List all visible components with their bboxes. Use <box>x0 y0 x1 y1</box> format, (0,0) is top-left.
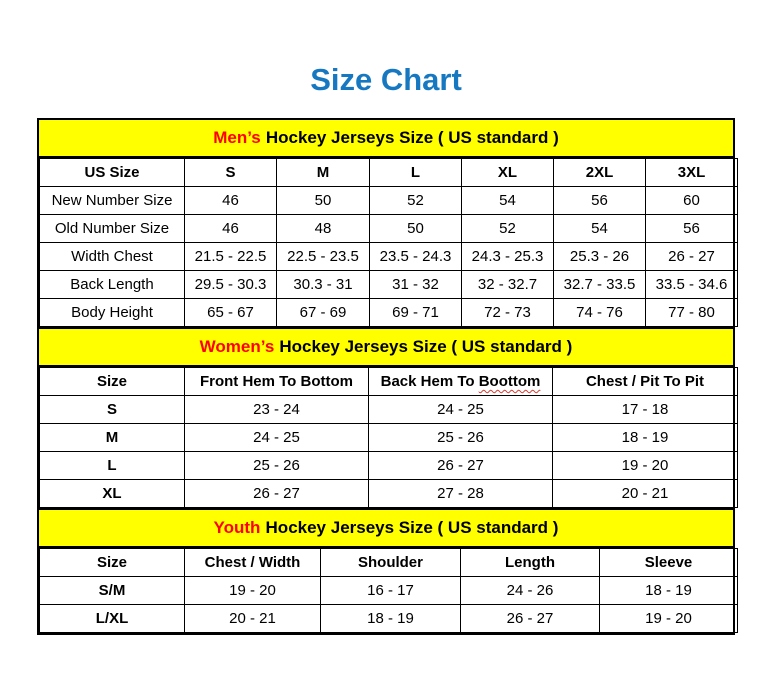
row-label: S/M <box>40 577 185 605</box>
table-cell: 21.5 - 22.5 <box>185 243 277 271</box>
table-cell: 16 - 17 <box>321 577 461 605</box>
table-header-cell: Chest / Pit To Pit <box>553 368 738 396</box>
table-row <box>40 396 738 424</box>
table-cell: 54 <box>554 215 646 243</box>
table-cell: 18 - 19 <box>553 424 738 452</box>
table-cell: 22.5 - 23.5 <box>277 243 370 271</box>
table-header-cell: Sleeve <box>600 549 738 577</box>
table-cell: 67 - 69 <box>277 299 370 327</box>
table-cell: 19 - 20 <box>553 452 738 480</box>
table-cell: 25 - 26 <box>369 424 553 452</box>
table-cell: 77 - 80 <box>646 299 738 327</box>
table-cell: 29.5 - 30.3 <box>185 271 277 299</box>
table-cell: 30.3 - 31 <box>277 271 370 299</box>
table-cell: 27 - 28 <box>369 480 553 508</box>
table-header-cell: S <box>185 159 277 187</box>
table-cell: 25.3 - 26 <box>554 243 646 271</box>
table-header-cell: Chest / Width <box>185 549 321 577</box>
section-banner-text: Hockey Jerseys Size ( US standard ) <box>265 518 559 537</box>
table-cell: 46 <box>185 215 277 243</box>
table-header-cell: M <box>277 159 370 187</box>
size-table-youth <box>39 548 738 633</box>
table-cell: 32.7 - 33.5 <box>554 271 646 299</box>
table-cell: 26 - 27 <box>185 480 369 508</box>
table-cell: 26 - 27 <box>461 605 600 633</box>
table-cell: 24 - 25 <box>369 396 553 424</box>
table-cell: 18 - 19 <box>321 605 461 633</box>
table-cell: 26 - 27 <box>369 452 553 480</box>
table-cell: 65 - 67 <box>185 299 277 327</box>
table-cell: 74 - 76 <box>554 299 646 327</box>
table-header-cell: 3XL <box>646 159 738 187</box>
table-cell: 20 - 21 <box>185 605 321 633</box>
table-cell: 17 - 18 <box>553 396 738 424</box>
row-label: Width Chest <box>40 243 185 271</box>
table-header-cell: Length <box>461 549 600 577</box>
size-chart-page <box>37 0 735 635</box>
table-row <box>40 187 738 215</box>
table-cell: 24 - 25 <box>185 424 369 452</box>
header-text: Back Hem To <box>380 373 479 390</box>
table-cell: 20 - 21 <box>553 480 738 508</box>
table-cell: 52 <box>370 187 462 215</box>
section-banner-accent: Youth <box>213 518 261 537</box>
row-label: L/XL <box>40 605 185 633</box>
section-banner-mens <box>39 120 733 158</box>
table-cell: 31 - 32 <box>370 271 462 299</box>
table-cell: 46 <box>185 187 277 215</box>
table-row <box>40 299 738 327</box>
table-row <box>40 215 738 243</box>
size-table-mens <box>39 158 738 327</box>
section-banner-text: Hockey Jerseys Size ( US standard ) <box>265 128 559 147</box>
table-cell: 50 <box>277 187 370 215</box>
table-cell: 54 <box>462 187 554 215</box>
table-cell: 19 - 20 <box>185 577 321 605</box>
section-banner-accent: Men’s <box>213 128 261 147</box>
row-label: Back Length <box>40 271 185 299</box>
table-cell: 60 <box>646 187 738 215</box>
table-header-row <box>40 549 738 577</box>
section-banner-text: Hockey Jerseys Size ( US standard ) <box>279 337 573 356</box>
table-header-cell: Size <box>40 368 185 396</box>
table-cell: 48 <box>277 215 370 243</box>
row-label: Body Height <box>40 299 185 327</box>
row-label: New Number Size <box>40 187 185 215</box>
table-header-cell: L <box>370 159 462 187</box>
table-cell: 23 - 24 <box>185 396 369 424</box>
row-label: Old Number Size <box>40 215 185 243</box>
row-label: M <box>40 424 185 452</box>
table-row <box>40 605 738 633</box>
table-cell: 69 - 71 <box>370 299 462 327</box>
table-cell: 56 <box>554 187 646 215</box>
table-header-cell <box>369 368 553 396</box>
misspelled-word: Boottom <box>478 373 541 390</box>
table-header-row <box>40 368 738 396</box>
table-header-row <box>40 159 738 187</box>
size-table-womens <box>39 367 738 508</box>
table-cell: 32 - 32.7 <box>462 271 554 299</box>
table-row <box>40 577 738 605</box>
table-cell: 26 - 27 <box>646 243 738 271</box>
table-cell: 24.3 - 25.3 <box>462 243 554 271</box>
table-header-cell: Shoulder <box>321 549 461 577</box>
table-cell: 23.5 - 24.3 <box>370 243 462 271</box>
row-label: S <box>40 396 185 424</box>
table-header-cell: XL <box>462 159 554 187</box>
table-cell: 24 - 26 <box>461 577 600 605</box>
table-cell: 19 - 20 <box>600 605 738 633</box>
table-row <box>40 243 738 271</box>
table-header-cell: 2XL <box>554 159 646 187</box>
table-cell: 56 <box>646 215 738 243</box>
table-cell: 33.5 - 34.6 <box>646 271 738 299</box>
row-label: XL <box>40 480 185 508</box>
section-banner-accent: Women’s <box>199 337 275 356</box>
table-cell: 52 <box>462 215 554 243</box>
table-header-cell: Front Hem To Bottom <box>185 368 369 396</box>
table-row <box>40 271 738 299</box>
table-cell: 72 - 73 <box>462 299 554 327</box>
table-cell: 25 - 26 <box>185 452 369 480</box>
section-banner-womens <box>39 327 733 367</box>
table-row <box>40 424 738 452</box>
section-banner-youth <box>39 508 733 548</box>
table-header-cell: Size <box>40 549 185 577</box>
table-row <box>40 480 738 508</box>
row-label: L <box>40 452 185 480</box>
page-title: Size Chart <box>310 62 462 97</box>
table-header-cell: US Size <box>40 159 185 187</box>
table-row <box>40 452 738 480</box>
table-cell: 18 - 19 <box>600 577 738 605</box>
size-chart-tables <box>37 118 735 635</box>
table-cell: 50 <box>370 215 462 243</box>
